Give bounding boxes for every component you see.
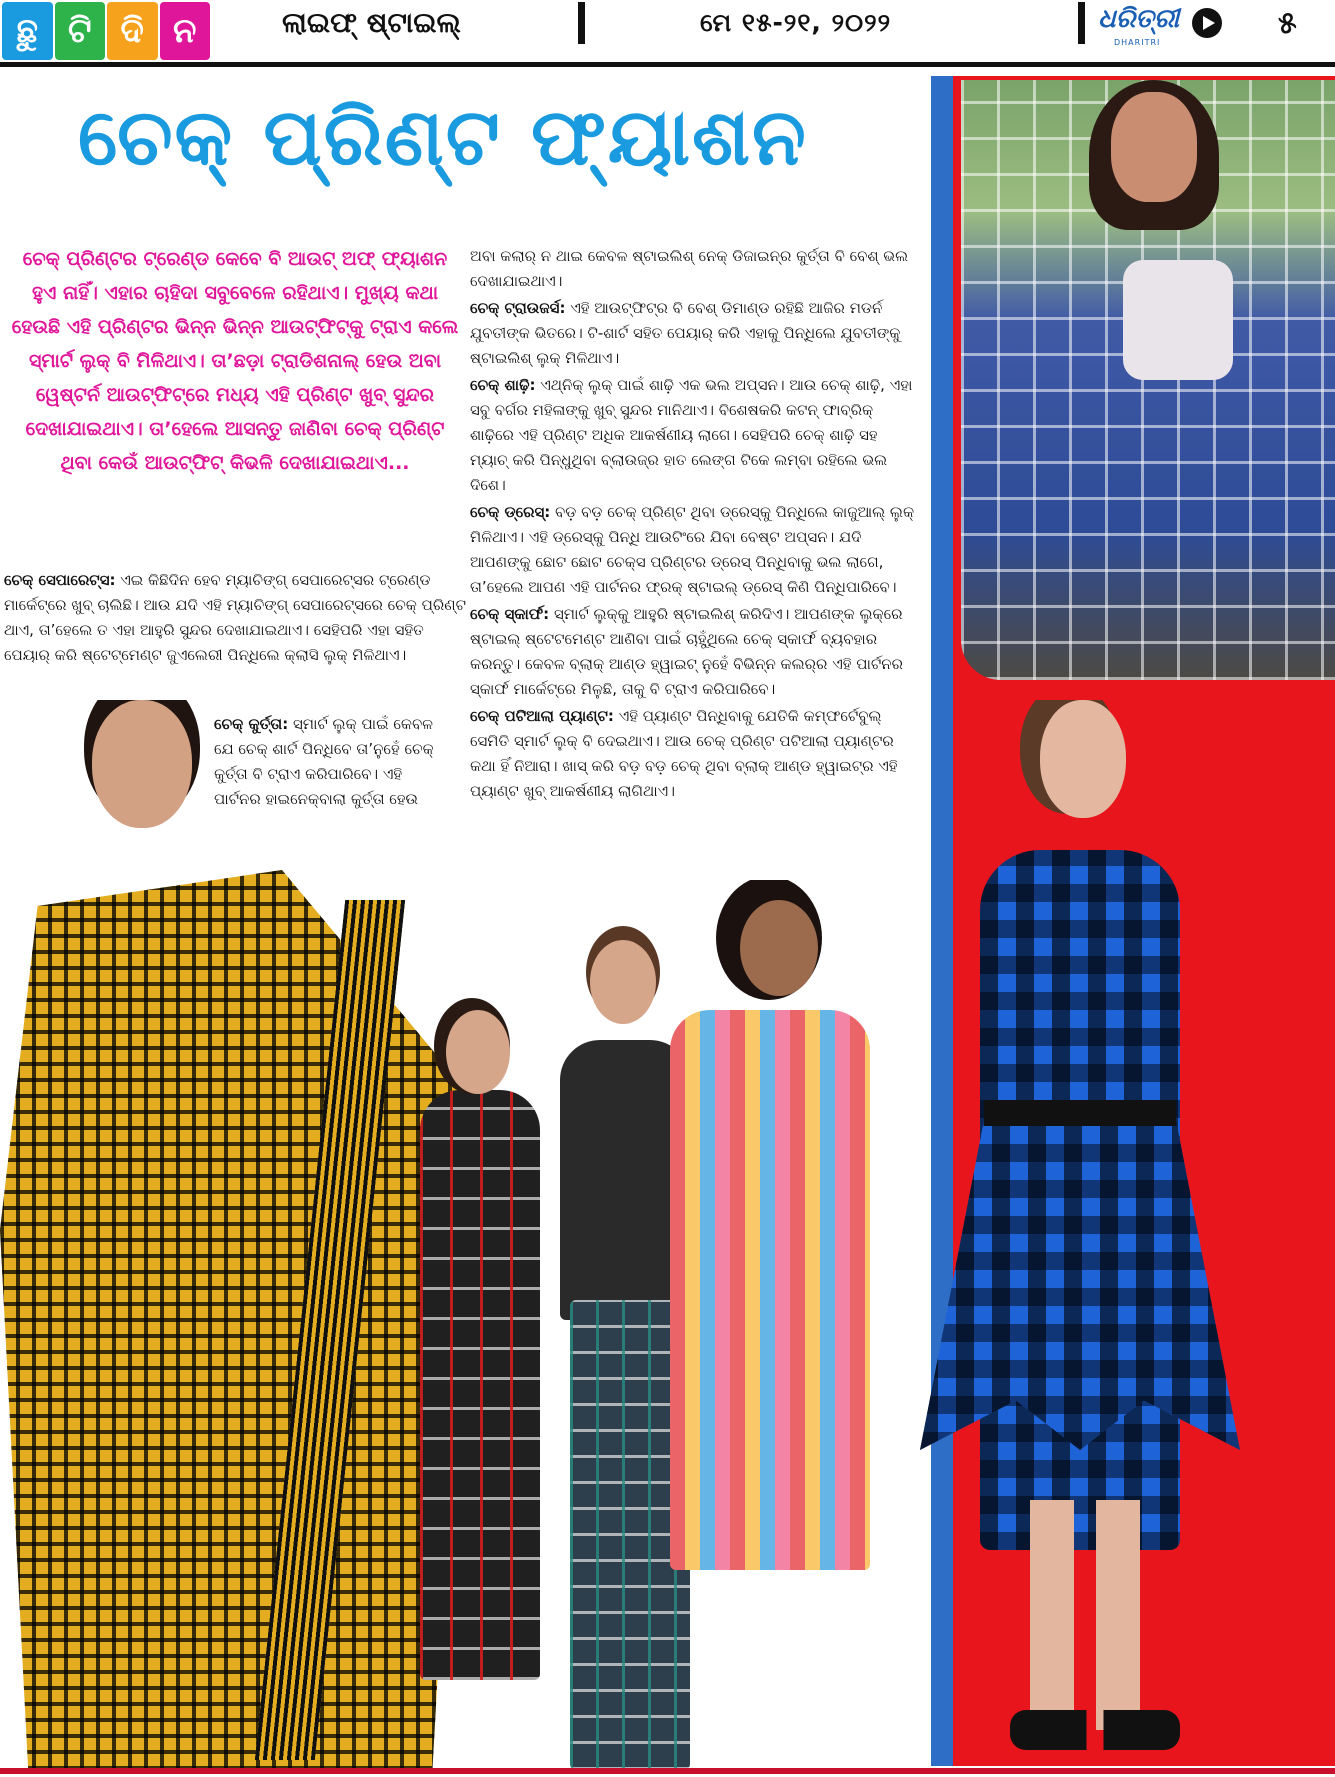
subhead-separates: ଚେକ୍ ସେପାରେଟ୍ସ: (4, 571, 116, 589)
header-rule (0, 62, 1335, 67)
photo-check-kurta (420, 1090, 540, 1680)
page-number: ୫ (1278, 6, 1297, 41)
play-icon (1192, 8, 1222, 38)
photo-head (590, 940, 656, 1024)
photo-head (92, 700, 192, 828)
paragraph-trousers (470, 296, 920, 371)
text-separates: ଏଇ କିଛିଦିନ ହେବ ମ୍ୟାଚିଙ୍ଗ୍ ସେପାରେଟ୍ସର ଟ୍ରେଣ୍ଡ ମାର୍କେଟ୍‌ରେ ଖୁବ୍ ଚାଲିଛି। ଆଉ ଯଦି ଏହି ମ୍ୟାଚିଙ୍ଗ୍ ସେପାରେଟ୍ସରେ ଚେକ୍ ପ୍ରିଣ୍ଟ ଥାଏ, ତା’ହେଲେ ତ ଏହା ଆହୁରି ସୁନ୍ଦର ଦେଖାଯାଇଥାଏ। ସେହିପରି ଏହା ସହିତ ପେୟାର୍ କରି ଷ୍ଟେଟ୍‌ମେଣ୍ଟ ଜୁଏଲେରୀ ପିନ୍ଧିଲେ କ୍ଲାସି ଲୁକ୍ ମିଳିଥାଏ। (4, 571, 466, 664)
article-intro: ଚେକ୍ ପ୍ରିଣ୍ଟର ଟ୍ରେଣ୍ଡ କେବେ ବି ଆଉଟ୍ ଅଫ୍ ଫ୍ୟାଶନ ହୁଏ ନାହିଁ। ଏହାର ଚାହିଦା ସବୁବେଳେ ରହିଥାଏ। ମୁଖ୍ୟ କଥା ହେଉଛି ଏହି ପ୍ରିଣ୍ଟର ଭିନ୍ନ ଭିନ୍ନ ଆଉଟ୍‌ଫିଟ୍‌କୁ ଟ୍ରାଏ କଲେ ସ୍ମାର୍ଟ ଲୁକ୍ ବି ମିଳିଥାଏ। ତା’ଛଡ଼ା ଟ୍ରାଡିଶନାଲ୍ ହେଉ ଅବା ୱେଷ୍ଟର୍ନ ଆଉଟ୍‌ଫିଟ୍‌ରେ ମଧ୍ୟ ଏହି ପ୍ରିଣ୍ଟ ଖୁବ୍ ସୁନ୍ଦର ଦେଖାଯାଇଥାଏ। ତା’ହେଲେ ଆସନ୍ତୁ ଜାଣିବା ଚେକ୍ ପ୍ରିଣ୍ଟ ଥିବା କେଉଁ ଆଉଟ୍‌ଫିଟ୍ କିଭଳି ଦେଖାଯାଇଥାଏ... (11, 248, 459, 474)
photo-head (446, 1010, 510, 1094)
logo-tile-4: ନ (160, 2, 211, 60)
issue-date: ମେ ୧୫-୨୧, ୨୦୨୨ (700, 8, 892, 37)
brand-name: ଧରିତ୍ରୀ (1098, 4, 1180, 34)
photo-legs (1030, 1500, 1140, 1730)
subhead-patiala: ଚେକ୍ ପଟିଆଲା ପ୍ୟାଣ୍ଟ: (470, 707, 614, 725)
photo-woman-blue-check-saree (961, 80, 1335, 680)
photo-head (1040, 700, 1126, 818)
body-column-left-narrow (214, 712, 434, 812)
text-trousers: ଏହି ଆଉଟ୍‌ଫିଟ୍‌ର ବି ବେଶ୍ ଡିମାଣ୍ଡ ରହିଛି ଆଜିର ମଡର୍ନ ଯୁବତୀଙ୍କ ଭିତରେ। ଟି-ଶାର୍ଟ ସହିତ ପେୟାର୍ କରି ଏହାକୁ ପିନ୍ଧିଲେ ଯୁବତୀଙ୍କୁ ଷ୍ଟାଇଲିଶ୍ ଲୁକ୍ ମିଳିଥାଏ। (470, 299, 901, 367)
section-title: ଲାଇଫ୍ ଷ୍ଟାଇଲ୍ (282, 6, 461, 39)
paragraph-dress (470, 500, 920, 600)
header-divider (578, 2, 585, 44)
photo-group-check-outfits (410, 880, 930, 1770)
photo-head (740, 900, 818, 996)
logo-tile-1: ଛୁ (2, 2, 53, 60)
logo-tile-3: ଦି (107, 2, 158, 60)
photo-yellow-saree (0, 870, 470, 1770)
subhead-kurta: ଚେକ୍ କୁର୍ତ୍ତା: (214, 715, 289, 733)
subhead-trousers: ଚେକ୍ ଟ୍ରାଉଜର୍ସ: (470, 299, 566, 317)
photo-dress-skirt (920, 1120, 1240, 1450)
article-headline: ଚେକ୍ ପ୍ରିଣ୍ଟ ଫ୍ୟାଶନ (78, 93, 808, 183)
chhutidina-logo (2, 2, 210, 60)
text-dress: ବଡ଼ ବଡ଼ ଚେକ୍ ପ୍ରିଣ୍ଟ ଥିବା ଡ୍ରେସ୍‌କୁ ପିନ୍ଧିଲେ କାଜୁଆଲ୍ ଲୁକ୍ ମିଳିଥାଏ। ଏହି ଡ୍ରେସ୍‌କୁ ପିନ୍ଧି ଆଉଟିଂରେ ଯିବା ବେଷ୍ଟ ଅପ୍ସନ। ଯଦି ଆପଣଙ୍କୁ ଛୋଟ ଛୋଟ ଚେକ୍ସ ପ୍ରିଣ୍ଟର ଡ୍ରେସ୍ ପିନ୍ଧିବାକୁ ଭଲ ଲାଗେ, ତା’ହେଲେ ଆପଣ ଏହି ପାର୍ଟନର ଫ୍ରକ୍ ଷ୍ଟାଇଲ୍ ଡ୍ରେସ୍ କିଣି ପିନ୍ଧିପାରିବେ। (470, 503, 915, 596)
header-divider-right (1078, 2, 1085, 44)
paragraph-kurta-continued: ଅବା କଲାର୍ ନ ଥାଇ କେବଳ ଷ୍ଟାଇଲିଶ୍ ନେକ୍ ଡିଜାଇନ୍‌ର କୁର୍ତ୍ତା ବି ବେଶ୍ ଭଲ ଦେଖାଯାଇଥାଏ। (470, 247, 909, 290)
photo-blouse (1123, 260, 1233, 380)
photo-face (1111, 92, 1197, 202)
photo-woman-yellow-check-saree (0, 700, 470, 1770)
body-column-left (4, 568, 474, 668)
photo-sneakers (1010, 1710, 1180, 1750)
text-scarf: ସ୍ମାର୍ଟ ଲୁକ୍‌କୁ ଆହୁରି ଷ୍ଟାଇଲିଶ୍ କରିଦିଏ। ଆପଣଙ୍କ ଲୁକ୍‌ରେ ଷ୍ଟାଇଲ୍ ଷ୍ଟେଟମେଣ୍ଟ ଆଣିବା ପାଇଁ ଚାହୁଁଥିଲେ ଚେକ୍ ସ୍କାର୍ଫ ବ୍ୟବହାର କରନ୍ତୁ। କେବଳ ବ୍ଲାକ୍ ଆଣ୍ଡ ହ୍ୱାଇଟ୍ ନୁହେଁ ବିଭିନ୍ନ କଲର୍‌ର ଏହି ପାର୍ଟନର ସ୍କାର୍ଫ ମାର୍କେଟ୍‌ରେ ମିଳୁଛି, ତାକୁ ବି ଟ୍ରାଏ କରିପାରିବେ। (470, 605, 903, 698)
logo-tile-2: ଟି (55, 2, 106, 60)
photo-dress-belt (984, 1100, 1176, 1126)
paragraph-kurta (214, 712, 434, 812)
dharitri-brand (1098, 4, 1190, 48)
brand-subtitle: DHARITRI (1114, 38, 1161, 47)
paragraph-separates (4, 568, 474, 668)
paragraph-saree (470, 373, 920, 498)
photo-woman-blue-check-dress (880, 700, 1300, 1760)
photo-multicolor-check-dress (670, 1010, 870, 1570)
footer-rule (0, 1768, 1335, 1774)
masthead (0, 0, 1335, 64)
paragraph-scarf (470, 602, 920, 702)
subhead-dress: ଚେକ୍ ଡ୍ରେସ୍: (470, 503, 551, 521)
paragraph-patiala (470, 704, 920, 804)
text-patiala: ଏହି ପ୍ୟାଣ୍ଟ ପିନ୍ଧିବାକୁ ଯେତିକି କମ୍ଫର୍ଟେବୁଲ୍ ସେମିତି ସ୍ମାର୍ଟ ଲୁକ୍ ବି ଦେଇଥାଏ। ଆଉ ଚେକ୍ ପ୍ରିଣ୍ଟ ପଟିଆଲା ପ୍ୟାଣ୍ଟର କଥା ହିଁ ନିଆରା। ଖାସ୍ କରି ବଡ଼ ବଡ଼ ଚେକ୍ ଥିବା ବ୍ଲାକ୍ ଆଣ୍ଡ ହ୍ୱାଇଟ୍‌ର ଏହି ପ୍ୟାଣ୍ଟ ଖୁବ୍ ଆକର୍ଷଣୀୟ ଲାଗିଥାଏ। (470, 707, 898, 800)
subhead-scarf: ଚେକ୍ ସ୍କାର୍ଫ: (470, 605, 550, 623)
subhead-saree: ଚେକ୍ ଶାଢ଼ି: (470, 376, 536, 394)
text-kurta: ସ୍ମାର୍ଟ ଲୁକ୍ ପାଇଁ କେବଳ ଯେ ଚେକ୍ ଶାର୍ଟ ପିନ୍ଧିବେ ତା’ନୁହେଁ ଚେକ୍ କୁର୍ତ୍ତା ବି ଟ୍ରାଏ କରିପାରିବେ। ଏହି ପାର୍ଟନର ହାଇନେକ୍‌ବାଲା କୁର୍ତ୍ତା ହେଉ (214, 715, 434, 808)
text-saree: ଏଥ୍‌ନିକ୍ ଲୁକ୍ ପାଇଁ ଶାଢ଼ି ଏକ ଭଲ ଅପ୍ସନ। ଆଉ ଚେକ୍ ଶାଢ଼ି, ଏହା ସବୁ ବର୍ଗର ମହିଳାଙ୍କୁ ଖୁବ୍ ସୁନ୍ଦର ମାନିଥାଏ। ବିଶେଷକରି କଟନ୍ ଫାବ୍ରିକ୍ ଶାଢ଼ିରେ ଏହି ପ୍ରିଣ୍ଟ ଅଧିକ ଆକର୍ଷଣୀୟ ଲାଗେ। ସେହିପରି ଚେକ୍ ଶାଢ଼ି ସହ ମ୍ୟାଚ୍ କରି ପିନ୍ଧୁଥିବା ବ୍ଲାଉଜ୍‌ର ହାତ ଲେଙ୍ଗ ଟିକେ ଲମ୍ବା ରହିଲେ ଭଲ ଦିଶେ। (470, 376, 913, 494)
body-column-right (470, 244, 920, 804)
